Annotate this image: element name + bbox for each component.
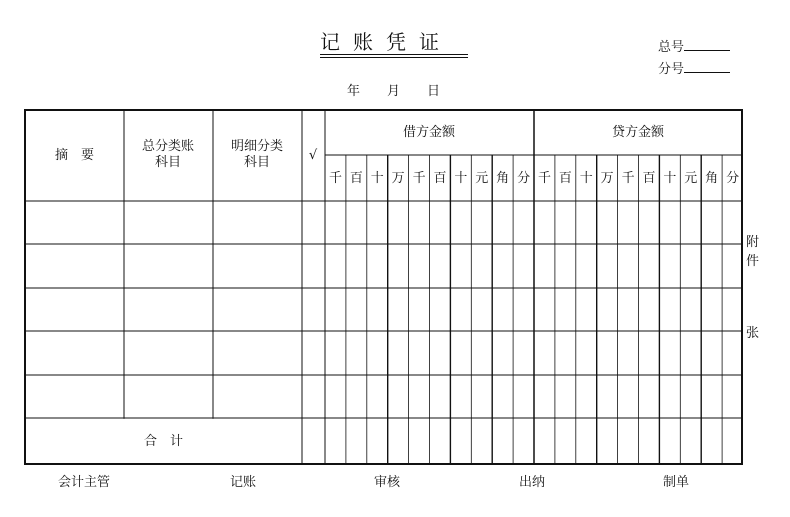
debit-digit-unit: 元 (475, 171, 489, 186)
general-account-header: 总分类账 科目 (141, 139, 194, 170)
debit-digit-unit: 千 (412, 171, 426, 186)
debit-amount-header: 借方金额 (402, 125, 455, 140)
detail-account-header: 明细分类 科目 (230, 139, 283, 170)
accounting-supervisor-label: 会计主管 (58, 475, 111, 490)
credit-digit-unit: 百 (642, 171, 656, 186)
review-label: 审核 (374, 475, 401, 490)
debit-digit-unit: 百 (433, 171, 447, 186)
cashier-label: 出纳 (519, 475, 546, 490)
credit-digit-unit: 千 (537, 171, 551, 186)
credit-digit-unit: 元 (684, 171, 698, 186)
check-header: √ (308, 148, 318, 163)
credit-digit-unit: 十 (663, 171, 677, 186)
bookkeeping-label: 记账 (230, 475, 257, 490)
sub-number-label: 分号 (658, 62, 685, 77)
credit-digit-unit: 万 (600, 171, 614, 186)
date-month-label: 月 (387, 84, 401, 99)
total-row-label: 合 计 (143, 434, 183, 449)
debit-digit-unit: 万 (391, 171, 405, 186)
voucher-title: 记账凭证 (320, 30, 452, 54)
credit-digit-unit: 千 (621, 171, 635, 186)
summary-header: 摘 要 (54, 148, 94, 163)
credit-digit-unit: 分 (726, 171, 740, 186)
prepared-by-label: 制单 (663, 475, 690, 490)
debit-digit-unit: 分 (517, 171, 531, 186)
credit-amount-header: 贷方金额 (611, 125, 664, 140)
debit-digit-unit: 十 (370, 171, 384, 186)
credit-digit-unit: 百 (558, 171, 572, 186)
debit-digit-unit: 千 (328, 171, 342, 186)
total-number-label: 总号 (658, 40, 685, 55)
debit-digit-unit: 十 (454, 171, 468, 186)
credit-digit-unit: 十 (579, 171, 593, 186)
date-day-label: 日 (427, 84, 441, 99)
debit-digit-unit: 角 (496, 171, 510, 186)
debit-digit-unit: 百 (349, 171, 363, 186)
attachment-count-unit: 张 (746, 326, 760, 341)
date-year-label: 年 (347, 84, 361, 99)
attachment-label: 附 件 (746, 235, 760, 269)
credit-digit-unit: 角 (705, 171, 719, 186)
